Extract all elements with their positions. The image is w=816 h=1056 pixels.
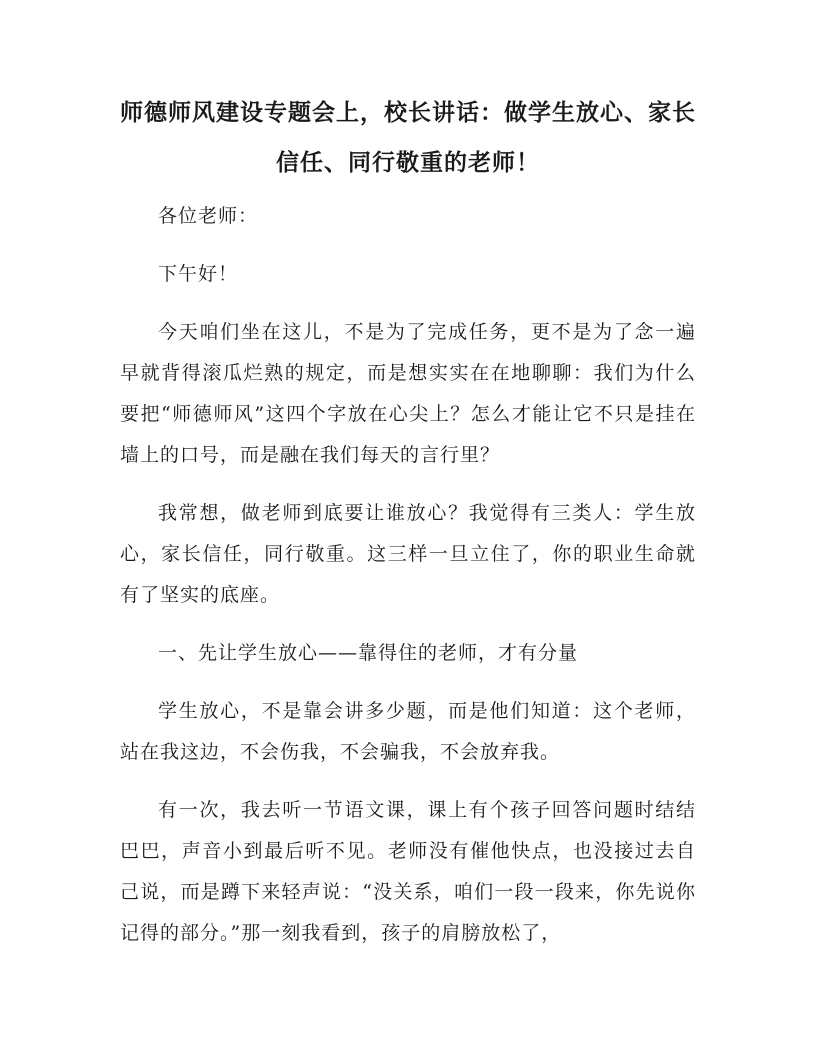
paragraph-greeting: 下午好！ [158, 263, 239, 285]
paragraph: 有一次，我去听一节语文课，课上有个孩子回答问题时结结巴巴，声音小到最后听不见。老师没有催他快点，也没接过去自己说，而是蹲下来轻声说：“没关系，咱们一段一段来，你先说你记得的部分。”那一刻我看到，孩子的肩膀放松了， [120, 799, 696, 944]
paragraph: 我常想，做老师到底要让谁放心？我觉得有三类人：学生放心，家长信任，同行敬重。这三样一旦立住了，你的职业生命就有了坚实的底座。 [120, 502, 696, 606]
document-body [120, 196, 696, 971]
section-heading: 一、先让学生放心——靠得住的老师，才有分量 [158, 642, 579, 664]
paragraph: 今天咱们坐在这儿，不是为了完成任务，更不是为了念一遍早就背得滚瓜烂熟的规定，而是想实实在在地聊聊：我们为什么要把“师德师风”这四个字放在心尖上？怎么才能让它不只是挂在墙上的口号，而是融在我们每天的言行里？ [120, 321, 696, 466]
document-title: 师德师风建设专题会上，校长讲话：做学生放心、家长信任、同行敬重的老师！ [120, 99, 696, 176]
paragraph-salutation: 各位老师： [158, 205, 259, 227]
paragraph: 学生放心，不是靠会讲多少题，而是他们知道：这个老师，站在我这边，不会伤我，不会骗我，不会放弃我。 [120, 700, 696, 763]
